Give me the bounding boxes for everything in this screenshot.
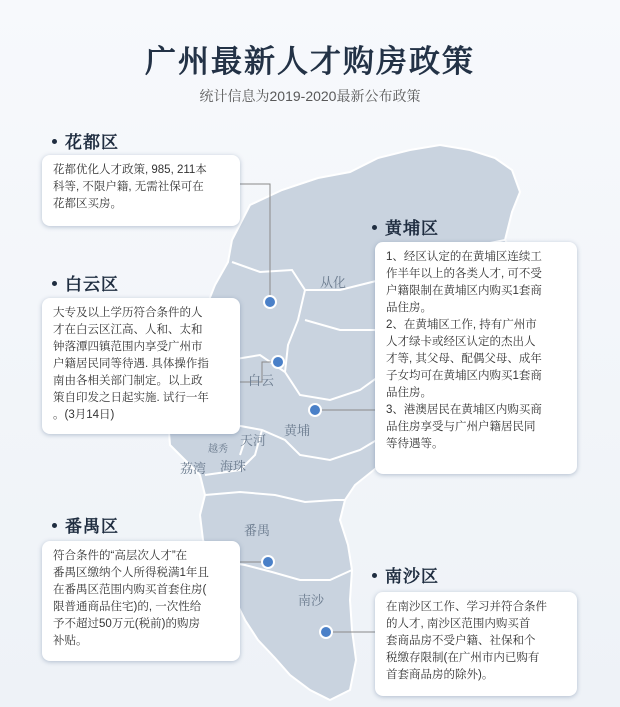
district-title-panyu xyxy=(52,512,119,537)
policy-card-huadu: 花都优化人才政策, 985, 211本 科等, 不限户籍, 无需社保可在 花都区买房。 xyxy=(42,155,240,226)
map-label-haizhu: 海珠 xyxy=(220,459,247,474)
policy-card-baiyun: 大专及以上学历符合条件的人 才在白云区江高、人和、太和 钟落潭四镇范围内享受广州市 户籍居民同等待遇. 具体操作指 南由各相关部门制定。以上政 策自印发之日起实施. 试行一年 。(3月14日) xyxy=(42,298,240,434)
marker-panyu xyxy=(262,556,274,568)
map-label-yuexiu: 越秀 xyxy=(208,444,228,455)
map-label-tianhe: 天河 xyxy=(240,433,267,448)
map-label-liwan: 荔湾 xyxy=(180,461,207,476)
district-title-huangpu-text: 黄埔区 xyxy=(385,219,439,238)
map-label-huangpu: 黄埔 xyxy=(284,423,311,438)
district-title-huangpu xyxy=(372,214,439,239)
policy-card-panyu: 符合条件的“高层次人才”在 番禺区缴纳个人所得税满1年且 在番禺区范围内购买首套住房( 限普通商品住宅)的, 一次性给 予不超过50万元(税前)的购房 补贴。 xyxy=(42,541,240,661)
district-title-nansha xyxy=(372,562,439,587)
policy-card-huangpu: 1、经区认定的在黄埔区连续工 作半年以上的各类人才, 可不受 户籍限制在黄埔区内购买1套商 品住房。 2、在黄埔区工作, 持有广州市 人才绿卡或经区认定的杰出人 才等, 其父母、配偶父母、成年 子女均可在黄埔区内购买1套商 品住房。 3、港澳居民在黄埔区内购买商 品住房享受与广州户籍居民同 等待遇等。 xyxy=(375,242,577,474)
district-title-baiyun xyxy=(52,270,119,295)
bullet-dot xyxy=(372,225,377,230)
map-label-nansha: 南沙 xyxy=(298,593,325,608)
district-title-huadu xyxy=(52,128,119,153)
map-label-panyu: 番禺 xyxy=(244,523,271,538)
marker-nansha xyxy=(320,626,332,638)
page-subtitle: 统计信息为2019-2020最新公布政策 xyxy=(199,88,421,104)
bullet-dot xyxy=(52,523,57,528)
district-title-nansha-text: 南沙区 xyxy=(385,567,439,586)
map-label-conghua: 从化 xyxy=(320,275,347,290)
marker-huangpu xyxy=(309,404,321,416)
policy-card-nansha: 在南沙区工作、学习并符合条件 的人才, 南沙区范围内购买首 套商品房不受户籍、社保和个 税缴存限制(在广州市内已购有 首套商品房的除外)。 xyxy=(375,592,577,696)
bullet-dot xyxy=(52,281,57,286)
district-title-panyu-text: 番禺区 xyxy=(65,517,119,536)
bullet-dot xyxy=(52,139,57,144)
page-title: 广州最新人才购房政策 xyxy=(145,44,475,79)
district-title-baiyun-text: 白云区 xyxy=(65,275,119,294)
bullet-dot xyxy=(372,573,377,578)
marker-huadu xyxy=(264,296,276,308)
marker-baiyun xyxy=(272,356,284,368)
map-label-baiyun: 白云 xyxy=(248,373,275,388)
district-title-huadu-text: 花都区 xyxy=(65,133,119,152)
